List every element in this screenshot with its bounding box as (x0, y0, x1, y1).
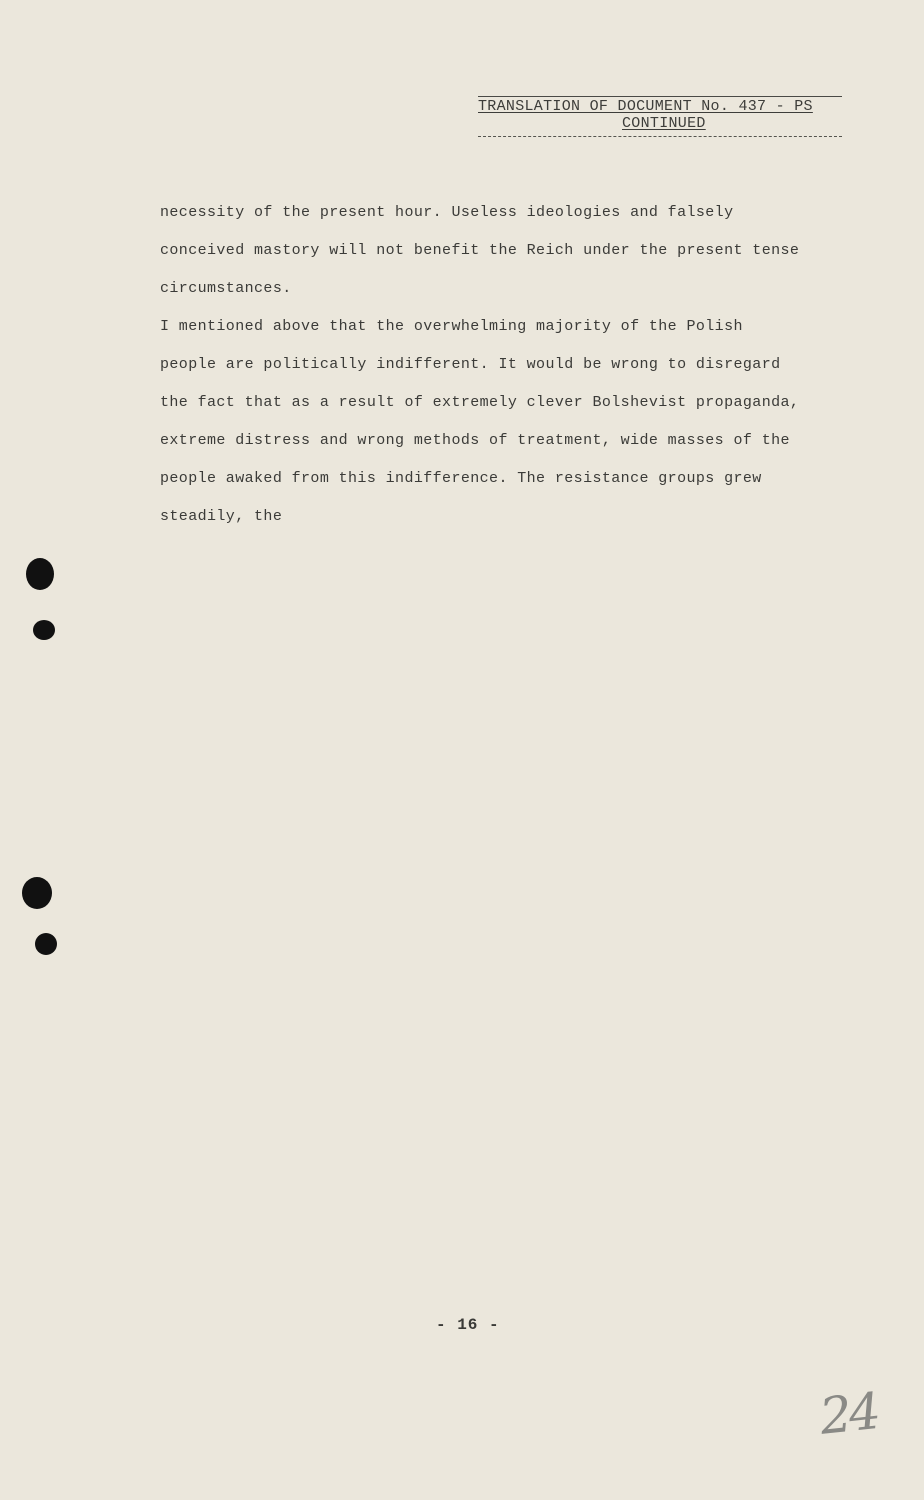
header-bottom-rule (478, 136, 842, 137)
header-top-rule (478, 96, 842, 97)
punch-hole (22, 877, 52, 909)
body-text (160, 194, 860, 536)
punch-hole (33, 620, 55, 640)
body-line: necessity of the present hour. Useless ideologies and falsely (160, 204, 734, 221)
punch-hole (35, 933, 57, 955)
body-line: people are politically indifferent. It would be wrong to disregard (160, 356, 781, 373)
header-continued: CONTINUED (622, 115, 706, 132)
handwritten-page-number: 24 (817, 1382, 881, 1446)
body-line: I mentioned above that the overwhelming majority of the Polish (160, 318, 743, 335)
body-line: circumstances. (160, 280, 292, 297)
body-line: steadily, the (160, 508, 283, 525)
body-line: extreme distress and wrong methods of treatment, wide masses of the (160, 432, 790, 449)
body-line: conceived mastory will not benefit the Reich under the present tense (160, 242, 800, 259)
document-header (478, 96, 842, 137)
page-number: - 16 - (436, 1316, 500, 1334)
punch-hole (26, 558, 54, 590)
header-title: TRANSLATION OF DOCUMENT No. 437 - PS (478, 98, 813, 115)
body-line: people awaked from this indifference. The resistance groups grew (160, 470, 762, 487)
body-line: the fact that as a result of extremely clever Bolshevist propaganda, (160, 394, 800, 411)
